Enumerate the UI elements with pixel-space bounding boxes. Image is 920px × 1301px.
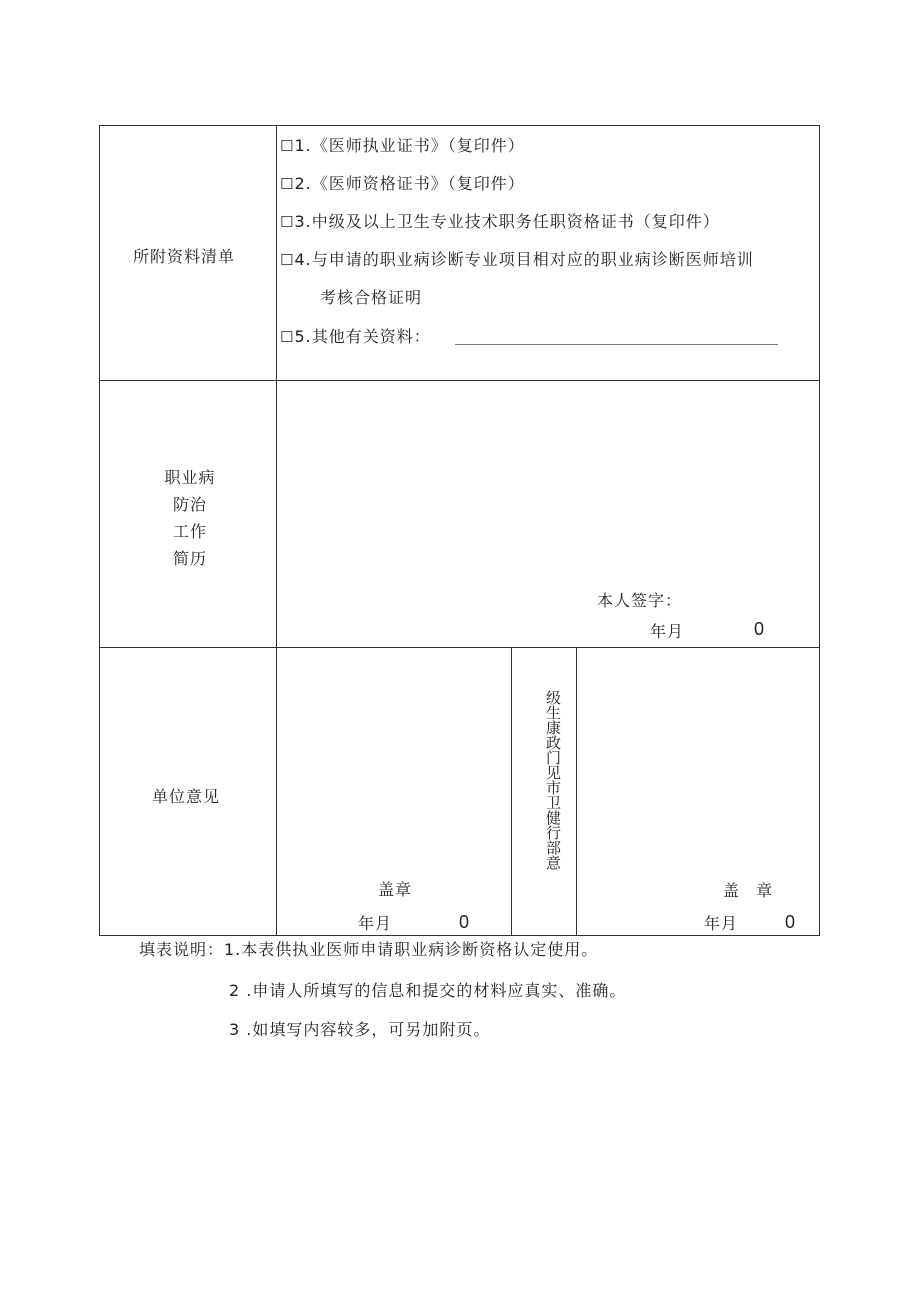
notes-item-1: 填表说明：1.本表供执业医师申请职业病诊断资格认定使用。 — [139, 940, 599, 959]
attachment-item-2[interactable]: ☐2.《医师资格证书》（复印件） — [280, 174, 525, 193]
attachment-item-3[interactable]: ☐3.中级及以上卫生专业技术职务任职资格证书（复印件） — [280, 212, 720, 231]
health-dept-seal-label: 盖 章 — [723, 881, 774, 900]
row-divider-2 — [99, 647, 820, 648]
health-dept-label: 级生康政门见市卫健行部意 — [544, 690, 562, 870]
attachment-item-4[interactable]: ☐4.与申请的职业病诊断专业项目相对应的职业病诊断医师培训 — [280, 250, 754, 269]
unit-seal-label: 盖章 — [378, 880, 413, 899]
health-dept-date-value: 0 — [785, 912, 796, 932]
opinion-divider-1 — [511, 647, 512, 936]
notes-item-2: 2 .申请人所填写的信息和提交的材料应真实、准确。 — [229, 981, 627, 1000]
table-top-border — [99, 125, 820, 126]
notes-item-3: 3 .如填写内容较多，可另加附页。 — [229, 1020, 491, 1039]
signature-label: 本人签字： — [597, 591, 683, 610]
attachment-item-1[interactable]: ☐1.《医师执业证书》（复印件） — [280, 136, 525, 155]
history-label-line: 职业病 — [164, 468, 216, 487]
attachment-item-4-continued: 考核合格证明 — [320, 288, 423, 307]
attachments-label: 所附资料清单 — [133, 247, 236, 266]
unit-date-value: 0 — [459, 912, 470, 932]
health-dept-date-label: 年月 — [704, 914, 739, 933]
checkbox-icon[interactable]: ☐ — [280, 213, 294, 231]
history-label-line: 简历 — [172, 549, 207, 568]
history-date-label: 年月 — [650, 622, 685, 641]
table-left-border — [99, 125, 100, 936]
other-materials-input-line[interactable] — [455, 344, 778, 345]
checkbox-icon[interactable]: ☐ — [280, 137, 294, 155]
checkbox-icon[interactable]: ☐ — [280, 175, 294, 193]
opinion-divider-2 — [576, 647, 577, 936]
attachment-item-5[interactable]: ☐5.其他有关资料： — [280, 327, 431, 346]
label-column-divider — [276, 125, 277, 936]
history-label-line: 工作 — [172, 522, 207, 541]
unit-opinion-label: 单位意见 — [152, 787, 221, 806]
checkbox-icon[interactable]: ☐ — [280, 251, 294, 269]
row-divider-1 — [99, 380, 820, 381]
history-label — [150, 464, 230, 572]
history-date-value: 0 — [754, 619, 765, 639]
unit-date-label: 年月 — [358, 914, 393, 933]
table-right-border — [819, 125, 820, 936]
history-label-line: 防治 — [172, 495, 207, 514]
checkbox-icon[interactable]: ☐ — [280, 328, 294, 346]
table-bottom-border — [99, 935, 820, 936]
